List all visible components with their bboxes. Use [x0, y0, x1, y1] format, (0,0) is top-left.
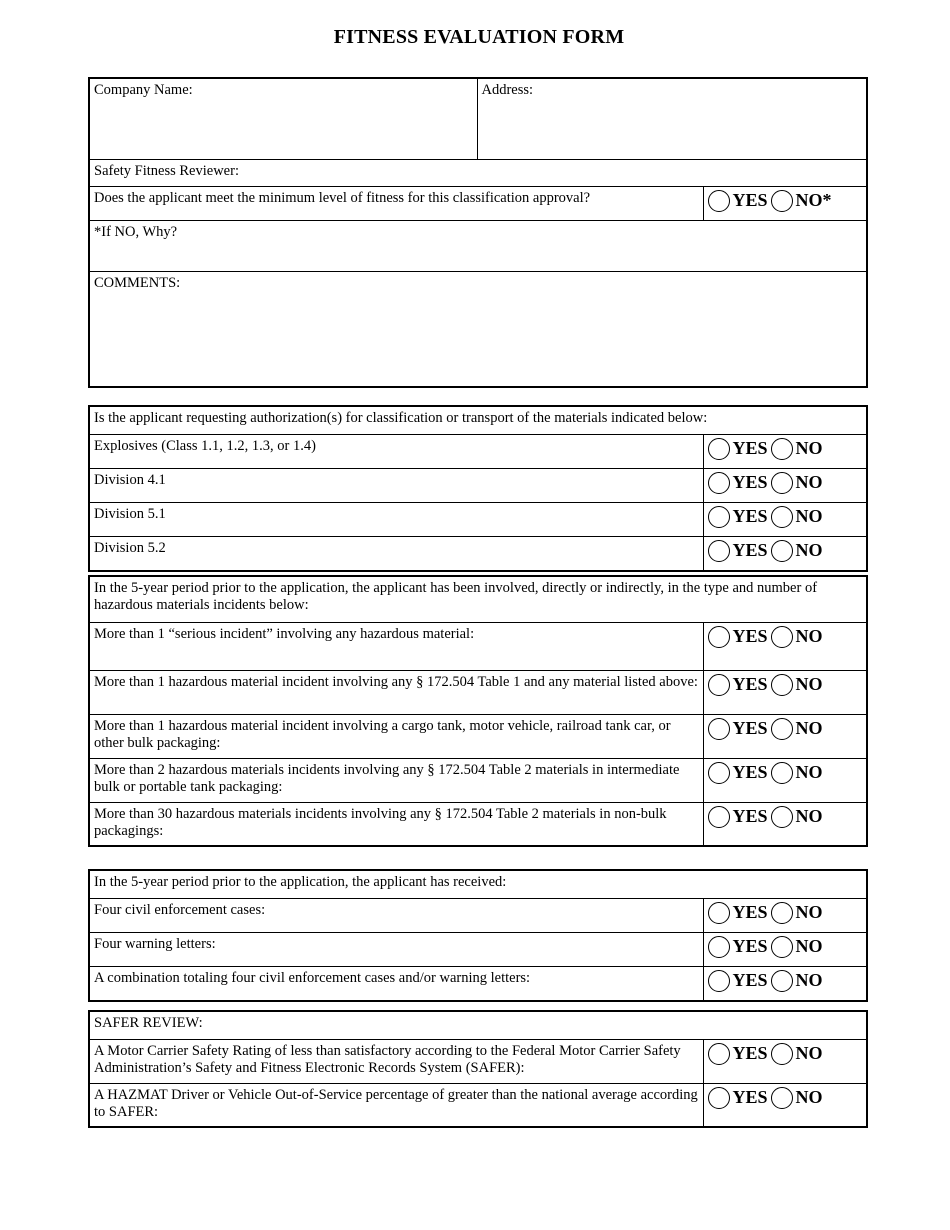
yes-radio[interactable] — [708, 626, 730, 648]
yes-option[interactable] — [708, 438, 768, 460]
no-radio[interactable] — [771, 674, 793, 696]
answer-cell — [703, 536, 867, 571]
no-radio[interactable] — [771, 762, 793, 784]
address-field[interactable] — [477, 78, 867, 159]
no-label: NO — [795, 1087, 823, 1107]
answer-cell — [703, 932, 867, 966]
yes-radio[interactable] — [708, 1043, 730, 1065]
answer-cell — [703, 898, 867, 932]
yes-radio[interactable] — [708, 806, 730, 828]
no-label: NO — [795, 718, 823, 738]
answer-cell — [703, 802, 867, 846]
yes-label: YES — [732, 1043, 768, 1063]
answer-cell — [703, 714, 867, 758]
yes-option[interactable] — [708, 1043, 768, 1065]
no-option[interactable] — [771, 718, 823, 740]
no-option[interactable] — [771, 1087, 823, 1109]
question-text: A combination totaling four civil enforcement cases and/or warning letters: — [89, 966, 703, 1001]
yes-radio[interactable] — [708, 936, 730, 958]
question-text: More than 1 hazardous material incident involving any § 172.504 Table 1 and any material listed above: — [89, 670, 703, 714]
no-option[interactable] — [771, 806, 823, 828]
reviewer-label: Safety Fitness Reviewer: — [94, 162, 239, 179]
no-label: NO — [795, 506, 823, 526]
if-no-why-label: *If NO, Why? — [94, 223, 178, 240]
no-radio[interactable] — [771, 936, 793, 958]
yes-label: YES — [732, 438, 768, 458]
question-text: More than 30 hazardous materials incidents involving any § 172.504 Table 2 materials in non-bulk packagings: — [89, 802, 703, 846]
no-radio[interactable] — [771, 902, 793, 924]
no-radio[interactable] — [771, 718, 793, 740]
yes-option[interactable] — [708, 718, 768, 740]
section-header: In the 5-year period prior to the application, the applicant has received: — [89, 870, 867, 898]
yes-option[interactable] — [708, 806, 768, 828]
no-option[interactable] — [771, 936, 823, 958]
no-option[interactable] — [771, 472, 823, 494]
no-radio[interactable] — [771, 540, 793, 562]
yes-label: YES — [732, 718, 768, 738]
answer-cell — [703, 434, 867, 468]
yes-label: YES — [732, 190, 768, 210]
yes-option[interactable] — [708, 1087, 768, 1109]
yes-label: YES — [732, 506, 768, 526]
answer-cell — [703, 966, 867, 1001]
answer-cell — [703, 670, 867, 714]
yes-radio[interactable] — [708, 674, 730, 696]
yes-radio[interactable] — [708, 472, 730, 494]
question-text: More than 1 hazardous material incident involving a cargo tank, motor vehicle, railroad tank car, or other bulk packaging: — [89, 714, 703, 758]
no-radio[interactable] — [771, 1043, 793, 1065]
materials-authorization-table — [88, 405, 868, 572]
no-label: NO — [795, 806, 823, 826]
yes-label: YES — [732, 806, 768, 826]
question-text: Division 5.1 — [89, 502, 703, 536]
no-label: NO — [795, 438, 823, 458]
yes-option[interactable] — [708, 762, 768, 784]
no-radio[interactable] — [771, 806, 793, 828]
no-label: NO* — [795, 190, 832, 210]
question-text: More than 2 hazardous materials incidents involving any § 172.504 Table 2 materials in intermediate bulk or portable tank packaging: — [89, 758, 703, 802]
fitness-question: Does the applicant meet the minimum level of fitness for this classification approval? — [89, 186, 703, 220]
yes-option[interactable] — [708, 936, 768, 958]
yes-option[interactable] — [708, 970, 768, 992]
yes-label: YES — [732, 902, 768, 922]
yes-label: YES — [732, 472, 768, 492]
no-label: NO — [795, 762, 823, 782]
question-text: Division 5.2 — [89, 536, 703, 571]
no-option[interactable] — [771, 626, 823, 648]
if-no-why-field[interactable] — [89, 220, 867, 271]
yes-radio[interactable] — [708, 970, 730, 992]
no-label: NO — [795, 902, 823, 922]
fitness-answer — [703, 186, 867, 220]
no-radio[interactable] — [771, 438, 793, 460]
no-option[interactable] — [771, 1043, 823, 1065]
question-text: Four civil enforcement cases: — [89, 898, 703, 932]
enforcement-table — [88, 869, 868, 1002]
yes-radio[interactable] — [708, 540, 730, 562]
question-text: Division 4.1 — [89, 468, 703, 502]
yes-option[interactable] — [708, 540, 768, 562]
question-text: A HAZMAT Driver or Vehicle Out-of-Service percentage of greater than the national average according to SAFER: — [89, 1083, 703, 1127]
yes-option[interactable] — [708, 626, 768, 648]
answer-cell — [703, 1083, 867, 1127]
yes-label: YES — [732, 674, 768, 694]
yes-radio[interactable] — [708, 718, 730, 740]
yes-radio[interactable] — [708, 1087, 730, 1109]
incidents-table — [88, 575, 868, 847]
no-radio[interactable] — [771, 970, 793, 992]
comments-field[interactable] — [89, 271, 867, 387]
no-radio[interactable] — [771, 190, 793, 212]
section-header: SAFER REVIEW: — [89, 1011, 867, 1039]
no-option[interactable] — [771, 506, 823, 528]
reviewer-field[interactable] — [89, 159, 867, 186]
yes-radio[interactable] — [708, 762, 730, 784]
question-text: Four warning letters: — [89, 932, 703, 966]
no-radio[interactable] — [771, 472, 793, 494]
answer-cell — [703, 502, 867, 536]
no-option[interactable] — [771, 902, 823, 924]
section-header: In the 5-year period prior to the application, the applicant has been involved, directly or indirectly, in the type and number of hazardous materials incidents below: — [89, 576, 867, 622]
no-label: NO — [795, 1043, 823, 1063]
yes-label: YES — [732, 1087, 768, 1107]
question-text: A Motor Carrier Safety Rating of less than satisfactory according to the Federal Motor Carrier Safety Administration’s Safety and Fitness Electronic Records System (SAFER): — [89, 1039, 703, 1083]
yes-label: YES — [732, 936, 768, 956]
no-option[interactable] — [771, 438, 823, 460]
yes-option[interactable] — [708, 190, 768, 212]
yes-option[interactable] — [708, 472, 768, 494]
answer-cell — [703, 758, 867, 802]
no-label: NO — [795, 540, 823, 560]
no-label: NO — [795, 936, 823, 956]
no-label: NO — [795, 472, 823, 492]
yes-radio[interactable] — [708, 506, 730, 528]
address-label: Address: — [481, 82, 534, 98]
question-text: Explosives (Class 1.1, 1.2, 1.3, or 1.4) — [89, 434, 703, 468]
no-radio[interactable] — [771, 506, 793, 528]
yes-label: YES — [732, 626, 768, 646]
yes-option[interactable] — [708, 506, 768, 528]
no-label: NO — [795, 970, 823, 990]
no-option[interactable] — [771, 540, 823, 562]
section-header: Is the applicant requesting authorization(s) for classification or transport of the materials indicated below: — [89, 406, 867, 434]
safer-review-table — [88, 1010, 868, 1128]
no-option[interactable] — [771, 762, 823, 784]
no-radio[interactable] — [771, 1087, 793, 1109]
no-option[interactable] — [771, 674, 823, 696]
no-option[interactable] — [771, 190, 832, 212]
no-option[interactable] — [771, 970, 823, 992]
yes-radio[interactable] — [708, 190, 730, 212]
yes-label: YES — [732, 540, 768, 560]
form-title: FITNESS EVALUATION FORM — [333, 26, 625, 48]
yes-radio[interactable] — [708, 902, 730, 924]
yes-radio[interactable] — [708, 438, 730, 460]
comments-label: COMMENTS: — [94, 274, 181, 291]
no-label: NO — [795, 626, 823, 646]
no-radio[interactable] — [771, 626, 793, 648]
yes-label: YES — [732, 762, 768, 782]
yes-label: YES — [732, 970, 768, 990]
no-label: NO — [795, 674, 823, 694]
question-text: More than 1 “serious incident” involving any hazardous material: — [89, 622, 703, 670]
company-name-label: Company Name: — [94, 82, 193, 98]
yes-option[interactable] — [708, 902, 768, 924]
answer-cell — [703, 1039, 867, 1083]
general-info-table — [88, 77, 868, 388]
answer-cell — [703, 468, 867, 502]
answer-cell — [703, 622, 867, 670]
company-name-field[interactable] — [89, 78, 477, 159]
yes-option[interactable] — [708, 674, 768, 696]
